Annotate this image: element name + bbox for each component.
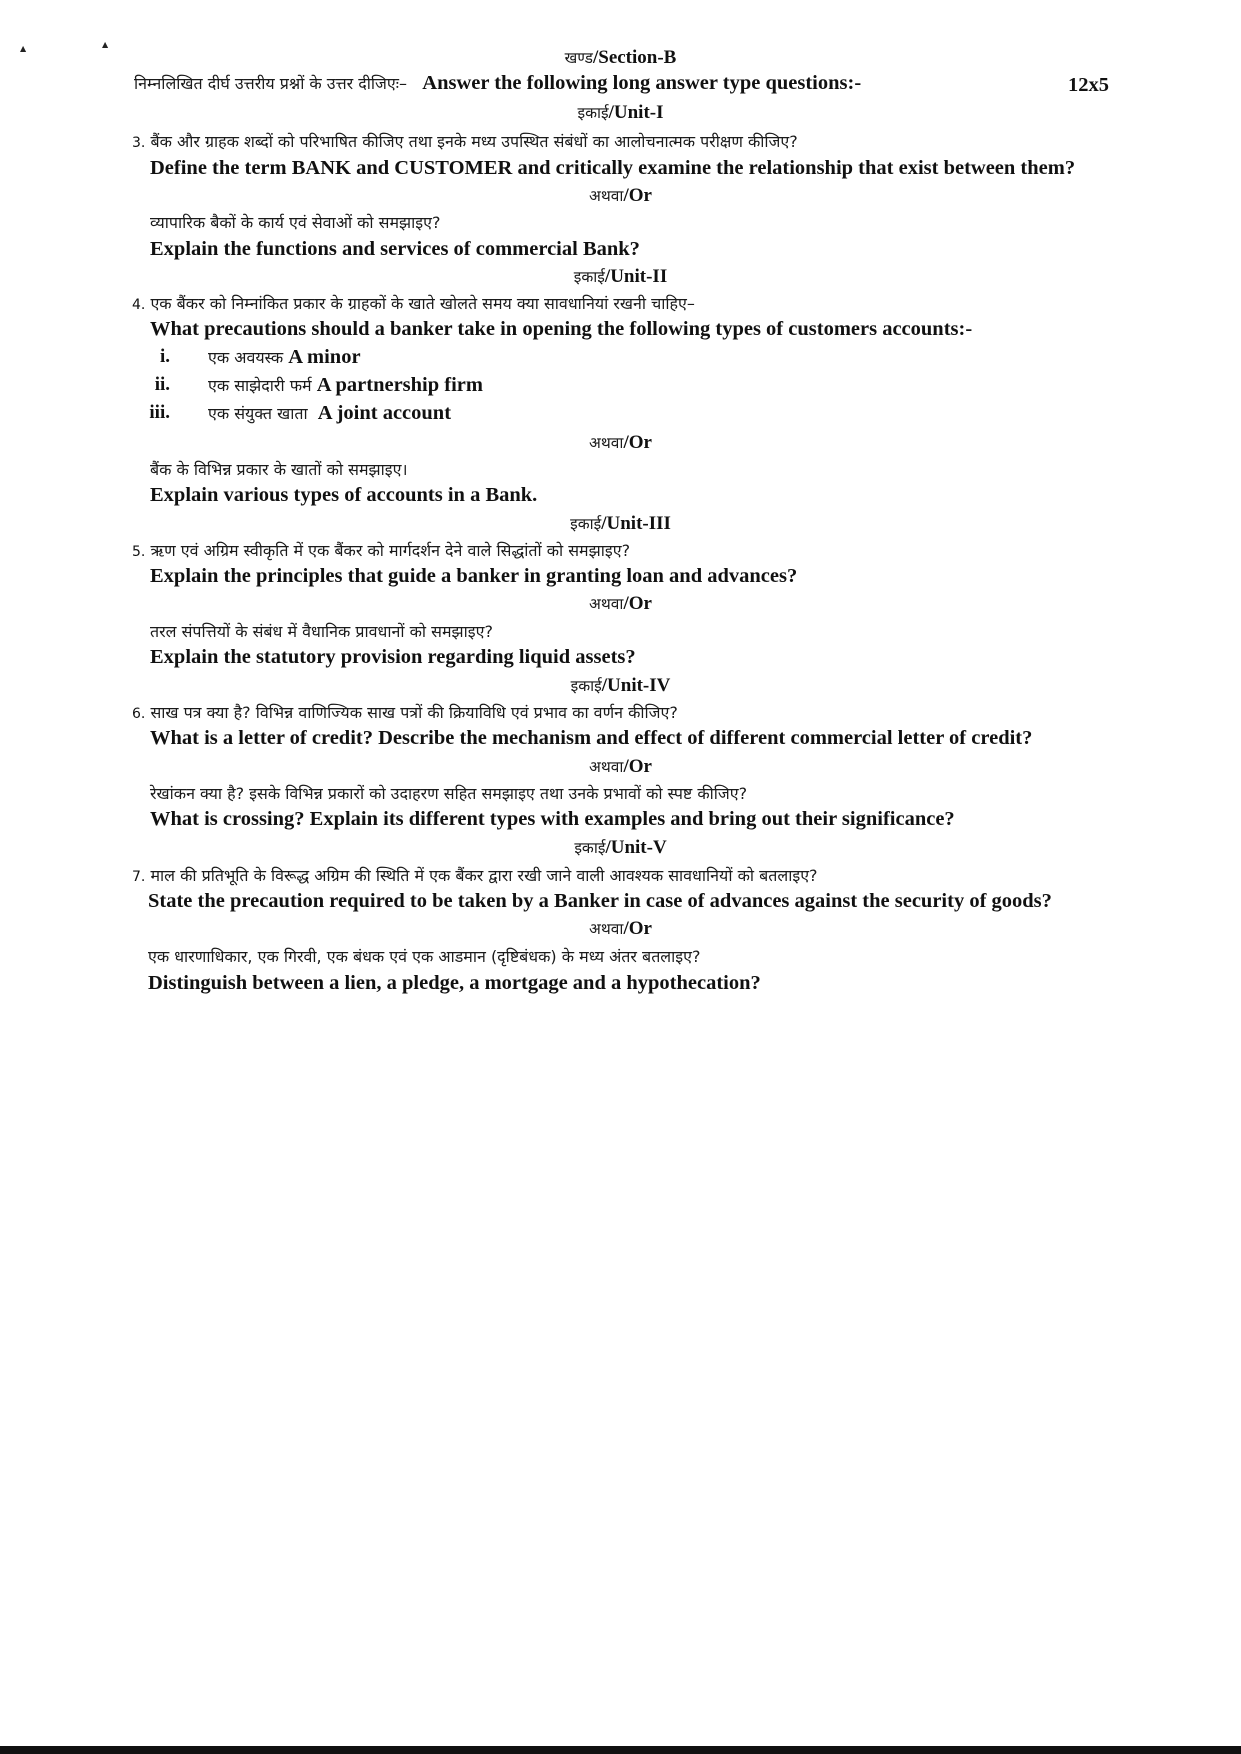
question-hindi: 4. एक बैंकर को निम्नांकित प्रकार के ग्राहकों के खाते खोलते समय क्या सावधानियां रखनी चाहिए– bbox=[132, 294, 695, 313]
scan-speck: ▲ bbox=[20, 44, 27, 53]
question-english: What precautions should a banker take in opening the following types of customers accounts:- bbox=[150, 318, 973, 340]
unit-heading: इकाई/Unit-III bbox=[570, 513, 671, 534]
question-hindi: 6. साख पत्र क्या है? विभिन्न वाणिज्यिक साख पत्रों की क्रियाविधि एवं प्रभाव का वर्णन कीजिए? bbox=[132, 703, 678, 722]
question-hindi: 7. माल की प्रतिभूति के विरूद्ध अग्रिम की स्थिति में एक बैंकर द्वारा रखी जाने वाली आवश्यक सावधानियों को बतलाइए? bbox=[132, 866, 818, 885]
or-divider: अथवा/Or bbox=[589, 432, 652, 453]
alternate-question-hindi: एक धारणाधिकार, एक गिरवी, एक बंधक एवं एक आडमान (दृष्टिबंधक) के मध्य अंतर बतलाइए? bbox=[148, 947, 701, 966]
question-hindi: 5. ऋण एवं अग्रिम स्वीकृति में एक बैंकर को मार्गदर्शन देने वाले सिद्धांतों को समझाइए? bbox=[132, 541, 631, 560]
alternate-question-hindi: तरल संपत्तियों के संबंध में वैधानिक प्रावधानों को समझाइए? bbox=[150, 622, 493, 641]
alternate-question-hindi: व्यापारिक बैकों के कार्य एवं सेवाओं को समझाइए? bbox=[150, 213, 441, 232]
alternate-question-hindi: रेखांकन क्या है? इसके विभिन्न प्रकारों को उदाहरण सहित समझाइए तथा उनके प्रभावों को स्पष्ट कीजिए? bbox=[150, 784, 748, 803]
question-english: What is a letter of credit? Describe the mechanism and effect of different commercial letter of credit? bbox=[150, 727, 1033, 749]
unit-heading: इकाई/Unit-II bbox=[573, 266, 668, 287]
list-item: एक संयुक्त खाता A joint account bbox=[208, 402, 452, 424]
list-item-number: iii. bbox=[149, 402, 170, 423]
section-heading: खण्ड/Section-B bbox=[564, 47, 677, 68]
question-english: Define the term BANK and CUSTOMER and critically examine the relationship that exist between them? bbox=[150, 157, 1076, 179]
alternate-question-english: Distinguish between a lien, a pledge, a mortgage and a hypothecation? bbox=[148, 972, 761, 994]
or-divider: अथवा/Or bbox=[589, 593, 652, 614]
list-item: एक अवयस्क A minor bbox=[208, 346, 361, 368]
alternate-question-hindi: बैंक के विभिन्न प्रकार के खातों को समझाइए। bbox=[150, 460, 408, 479]
or-divider: अथवा/Or bbox=[589, 918, 652, 939]
list-item-number: i. bbox=[159, 346, 170, 367]
unit-heading: इकाई/Unit-V bbox=[574, 837, 667, 858]
or-divider: अथवा/Or bbox=[589, 756, 652, 777]
alternate-question-english: Explain the statutory provision regarding liquid assets? bbox=[150, 646, 636, 668]
scan-speck: ▲ bbox=[102, 40, 109, 49]
alternate-question-english: Explain the functions and services of commercial Bank? bbox=[150, 238, 640, 260]
scan-bottom-border bbox=[0, 1746, 1241, 1754]
instruction: निम्नलिखित दीर्घ उत्तरीय प्रश्नों के उत्तर दीजिएः– Answer the following long answer type questions:- bbox=[134, 72, 862, 94]
list-item-number: ii. bbox=[154, 374, 170, 395]
question-english: State the precaution required to be taken by a Banker in case of advances against the security of goods? bbox=[148, 890, 1052, 912]
list-item: एक साझेदारी फर्म A partnership firm bbox=[208, 374, 483, 396]
question-english: Explain the principles that guide a banker in granting loan and advances? bbox=[150, 565, 798, 587]
or-divider: अथवा/Or bbox=[589, 185, 652, 206]
question-hindi: 3. बैंक और ग्राहक शब्दों को परिभाषित कीजिए तथा इनके मध्य उपस्थित संबंधों का आलोचनात्मक परीक्षण कीजिए? bbox=[132, 132, 798, 151]
marks-scheme: 12x5 bbox=[1068, 74, 1109, 96]
alternate-question-english: What is crossing? Explain its different types with examples and bring out their significance? bbox=[150, 808, 955, 830]
alternate-question-english: Explain various types of accounts in a Bank. bbox=[150, 484, 538, 506]
unit-heading: इकाई/Unit-I bbox=[577, 102, 664, 123]
unit-heading: इकाई/Unit-IV bbox=[570, 675, 671, 696]
